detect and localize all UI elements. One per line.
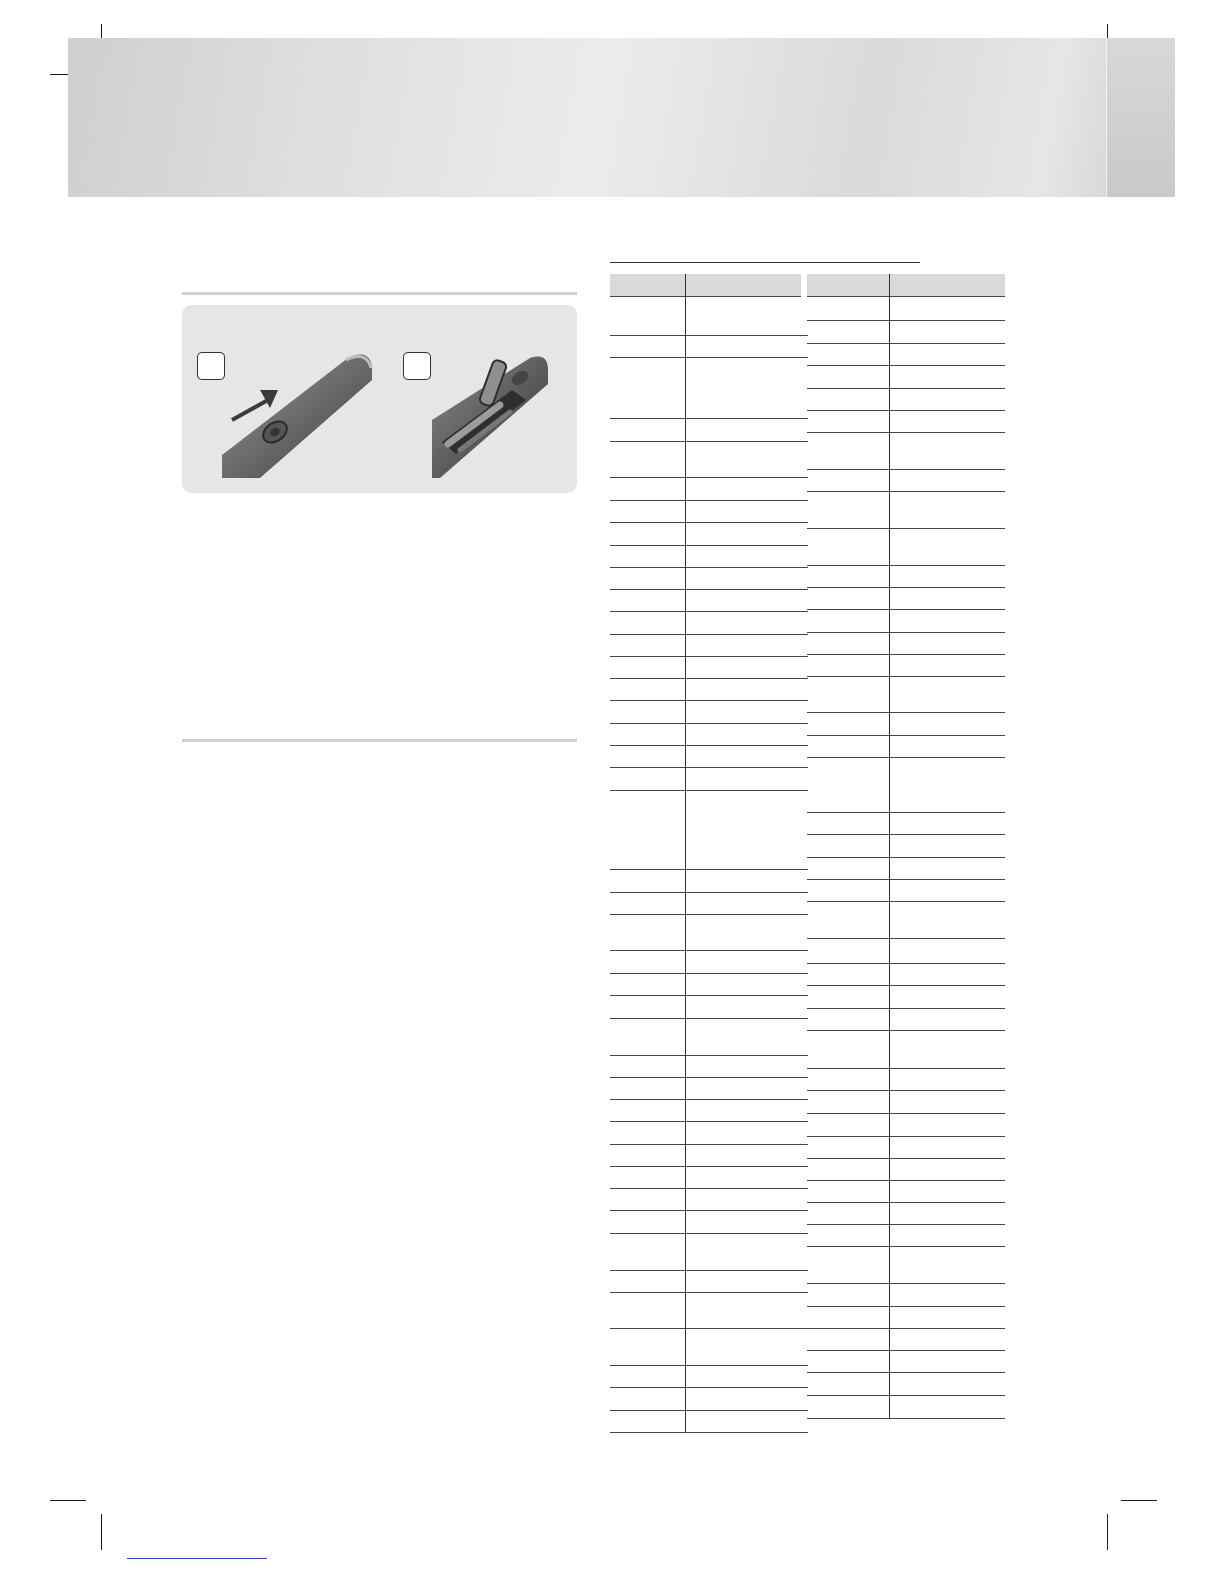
table-row-rule [610,973,808,974]
table-row-rule [807,343,1005,344]
table-row-rule [610,500,808,501]
table-row-rule [610,522,808,523]
table-row-rule [610,1432,808,1433]
table-row-rule [807,320,1005,321]
table-header-right [807,274,1005,297]
table-row-rule [807,963,1005,964]
table-row-rule [610,914,808,915]
table-row-rule [610,767,808,768]
table-row-rule [807,491,1005,492]
crop-mark [101,1514,102,1550]
table-row-rule [807,757,1005,758]
table-row-rule [610,892,808,893]
crop-mark [50,1500,86,1501]
table-row-rule [610,477,808,478]
table-row-rule [807,1068,1005,1069]
chapter-tab-strip [1106,38,1175,197]
table-row-rule [807,1306,1005,1307]
section-rule-battery [182,292,577,295]
table-row-rule [807,1202,1005,1203]
header-band [68,38,1174,197]
table-row-rule [807,565,1005,566]
table-row-rule [610,723,808,724]
table-row-rule [807,712,1005,713]
table-row-rule [610,1099,808,1100]
table-row-rule [807,1283,1005,1284]
table-row-rule [610,1166,808,1167]
table-row-rule [610,1233,808,1234]
table-row-rule [610,1018,808,1019]
table-row-rule [610,1328,808,1329]
table-row-rule [610,1410,808,1411]
table-row-rule [610,700,808,701]
table-row-rule [610,634,808,635]
footer-link[interactable] [127,1558,267,1559]
table-row-rule [807,1350,1005,1351]
table-row-rule [807,1180,1005,1181]
table-row-rule [807,1113,1005,1114]
table-row-rule [807,528,1005,529]
table-row-rule [610,656,808,657]
table-row-rule [807,1136,1005,1137]
table-row-rule [807,901,1005,902]
table-row-rule [807,388,1005,389]
table-row-rule [807,654,1005,655]
table-row-rule [610,418,808,419]
table-row-rule [610,1292,808,1293]
table-row-rule [610,545,808,546]
table-row-rule [807,735,1005,736]
table-row-rule [807,1090,1005,1091]
table-divider-left [685,274,686,1432]
table-row-rule [610,567,808,568]
crop-mark [1107,1514,1108,1550]
table-row-rule [610,357,808,358]
battery-install-panel [182,305,577,493]
table-header-left [610,274,801,297]
table-row-rule [807,676,1005,677]
table-row-rule [807,1008,1005,1009]
table-row-rule [610,1121,808,1122]
table-row-rule [610,678,808,679]
table-row-rule [807,587,1005,588]
table-row-rule [807,432,1005,433]
table-row-rule [610,995,808,996]
table-row-rule [610,1365,808,1366]
table-row-rule [807,609,1005,610]
battery-insert-illustration [430,350,560,480]
table-row-rule [610,1387,808,1388]
table-row-rule [807,938,1005,939]
step-2-box [403,352,431,380]
table-row-rule [610,1188,808,1189]
table-row-rule [610,950,808,951]
table-row-rule [807,1246,1005,1247]
table-row-rule [807,857,1005,858]
table-row-rule [610,790,808,791]
crop-mark [1121,1500,1157,1501]
table-row-rule [610,869,808,870]
table-row-rule [610,1210,808,1211]
table-row-rule [610,1270,808,1271]
table-row-rule [807,410,1005,411]
table-row-rule [807,812,1005,813]
table-row-rule [610,335,808,336]
table-row-rule [807,834,1005,835]
table-row-rule [807,1328,1005,1329]
section-rule-remote [182,739,577,742]
table-row-rule [610,1055,808,1056]
table-row-rule [807,365,1005,366]
table-row-rule [807,879,1005,880]
table-row-rule [610,1077,808,1078]
remote-cover-illustration [220,350,390,480]
table-row-rule [610,589,808,590]
table-row-rule [807,1224,1005,1225]
table-row-rule [807,1418,1005,1419]
table-row-rule [807,469,1005,470]
table-row-rule [610,611,808,612]
table-row-rule [610,1144,808,1145]
table-row-rule [807,1158,1005,1159]
table-row-rule [807,985,1005,986]
table-title-rule [610,262,920,263]
table-row-rule [807,632,1005,633]
table-row-rule [807,1395,1005,1396]
table-row-rule [807,1030,1005,1031]
table-row-rule [610,745,808,746]
table-row-rule [807,1372,1005,1373]
table-row-rule [610,441,808,442]
